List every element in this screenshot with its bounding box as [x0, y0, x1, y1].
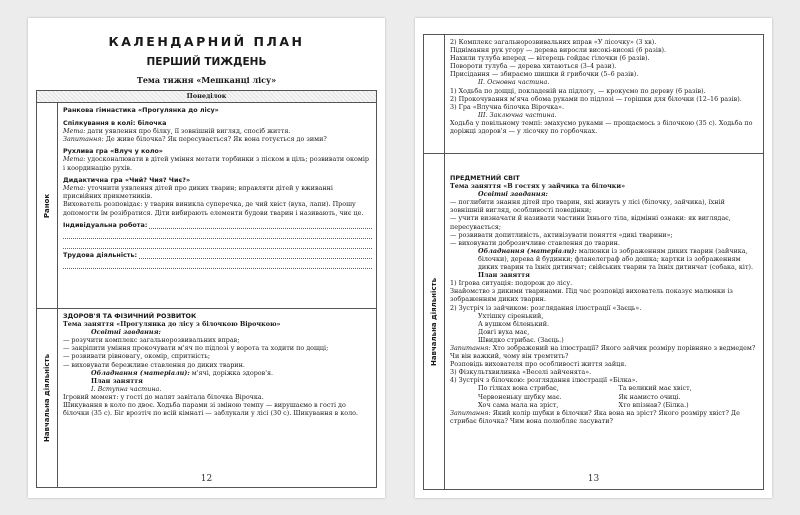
exercise-line: 2) Комплекс загальнорозвивальних вправ «У лісочку» (3 хв).: [450, 38, 657, 46]
step-text: Знайомство з дикими тваринами. Під час розповіді вихователь показує малюнки із зображенням диких тварин.: [450, 287, 733, 304]
world-tasks-label: Освітні завдання:: [478, 190, 548, 199]
world-task: — виховувати доброзичливе ставлення до тварин.: [450, 238, 620, 247]
health-continuation: [424, 35, 763, 154]
world-section: ПРЕДМЕТНИЙ СВІТ: [450, 174, 520, 182]
health-task: — розвивати рівновагу, окомір, спритність;: [63, 352, 210, 361]
step: 4) Зустріч з білочкою: розглядання ілюстрації «Білка».: [450, 376, 638, 385]
step: 1) Ігрова ситуація: подорож до лісу.: [450, 279, 573, 288]
table-header-day: Понеділок: [37, 91, 376, 103]
poem-hare: Ухтішку сіренький, А вушком біленький. Довгі вуха має, Швидко стрибає. (Заєць.): [478, 311, 564, 344]
exercise-line: Повороти тулуба — дерева хитаються (3–4 рази).: [450, 62, 617, 71]
world-topic: Тема заняття «В гостях у зайчика та білочки»: [450, 182, 626, 191]
exercise-line: Піднімання рук угору — дерева виросли високі-високі (6 разів).: [450, 46, 667, 55]
world-block: [424, 154, 763, 489]
step: 3) Фізкультхвилинка «Веселі зайченята».: [450, 368, 592, 377]
final-text: Ходьба у повільному темпі: змахуємо руками — прощаємось з білочкою (35 с). Ходьба по доріжці здоров'я — у лісочку по горбочках.: [450, 118, 753, 136]
left-page: [28, 18, 385, 498]
world-task: — учити визначати й називати частини їхнього тіла, відмінні ознаки: як виглядає, пересувається;: [450, 214, 731, 231]
main-part-label: II. Основна частина.: [478, 78, 550, 87]
game2-text: Вихователь розповідає: у тварин виникла суперечка, де чий хвіст (вуха, лапи). Прошу допомогти їм розібратися. Діти вибирають елементи будови тварин і називають, чиє це.: [63, 200, 364, 217]
health-tasks-label: Освітні завдання:: [91, 328, 161, 337]
exercise-line: Нахили тулуба вперед — вітерець гойдає гілочки (6 разів).: [450, 54, 650, 63]
health-part1: I. Вступна частина.: [91, 384, 162, 393]
world-content: ПРЕДМЕТНИЙ СВІТ Тема заняття «В гостях у зайчика та білочки» Освітні завдання: — поглибити знання дітей про тварин, які живуть у лісі (білочку, зайчика), їхній зовнішній вигляд, особливості поведінки; — учити визначати й називати частини їхнього тіла, відмінні ознаки: як виглядає, пересувається; — розвивати допитливість, активізувати поняття «дикі тварини»; — виховувати доброзичливе ставлення до тварин. Обладнання (матеріали): малюнки із зображенням диких тварин (зайчика, білочки), дерева й будинки; фланелеграф або дошка; картки із зображенням диких тварин та їхніх дитинчат; свійських тварин та їхніх дитинчат (собака, кіт). План заняття 1) Ігрова ситуація: подорож до лісу. Знайомство з дикими тваринами. Під час розповіді вихователь показує малюнки із зображенням диких тварин. 2) Зустріч із зайчиком: розглядання ілюстрації «Заєць». Ухтішку сіренький, А вушком біленький. Довгі вуха має, Швидко стрибає. (Заєць.) Запитання: Хто зображений на ілюстрації? Якого зайчик розміру порівняно з ведмедем? Чи він важкий, чому він тремтить? Розповідь вихователя про особливості життя зайця. 3) Фізкультхвилинка «Веселі зайченята». 4) Зустріч з білочкою: розглядання ілюстрації «Білка». По гілках вона стрибає, Червоненьку шубку має. Хоч сама мала на зріст, Та великий має хвіст, Як намисто очиці. Хто впізнав? (Білка.) Запитання: Який колір шубки в білочки? Яка вона на зріст? Якого розміру хвіст? Де стрибає білочка? Чим вона полюбляє ласувати?: [450, 174, 759, 425]
health-text: Шикування в коло по двоє. Ходьба парами зі зміною темпу — вирушаємо в гості до білочки (35 с). Біг врозтіч по всій кімнаті — заблукали у лісі (30 с). Шикування в коло.: [63, 401, 359, 418]
study-label: Навчальна діяльність: [430, 277, 438, 366]
right-page: [415, 18, 772, 498]
week-theme: Тема тижня «Мешканці лісу»: [136, 75, 277, 85]
week-title: ПЕРШИЙ ТИЖДЕНЬ: [146, 56, 267, 68]
page-number: 12: [200, 474, 213, 484]
main-line: 1) Ходьба по дощці, покладеній на підлогу, — крокуємо по дереву (6 разів).: [450, 86, 706, 95]
plan-table-continued: [423, 34, 764, 490]
plan-table: [36, 90, 377, 488]
story: Розповідь вихователя про особливості життя зайця.: [450, 360, 627, 369]
health-topic: Тема заняття «Прогулянка до лісу з білочкою Вірочкою»: [63, 320, 281, 329]
poem-squirrel: По гілках вона стрибає, Червоненьку шубку має. Хоч сама мала на зріст, Та великий має хвіст, Як намисто очиці. Хто впізнав? (Білка.): [478, 384, 692, 409]
circle-title: Спілкування в колі: білочка: [63, 118, 167, 127]
gym-title: Ранкова гімнастика «Прогулянка до лісу»: [63, 106, 219, 114]
page-number: 13: [587, 474, 600, 484]
study-label: Навчальна діяльність: [43, 353, 51, 443]
health-game-moment: Ігровий момент: у гості до малят завітала білочка Вірочка.: [63, 392, 264, 401]
game2-title: Дидактична гра «Чий? Чия? Чиє?»: [63, 176, 191, 185]
morning-label: Ранок: [43, 193, 51, 218]
health-plan-label: План заняття: [91, 376, 143, 385]
health-task: — закріпити уміння прокочувати м'яч по підлозі у ворота та ходити по дощці;: [63, 344, 329, 353]
health-content: ЗДОРОВ'Я ТА ФІЗИЧНИЙ РОЗВИТОК Тема заняття «Прогулянка до лісу з білочкою Вірочкою» Освітні завдання: — розучити комплекс загальнорозвивальних вправ; — закріпити уміння прокочувати м'яч по підлозі у ворота та ходити по дощці; — розвивати рівновагу, окомір, спритність; — виховувати бережливе ставлення до диких тварин. Обладнання (матеріали): м'ячі, доріжка здоров'я. План заняття I. Вступна частина. Ігровий момент: у гості до малят завітала білочка Вірочка. Шикування в коло по двоє. Ходьба парами зі зміною темпу — вирушаємо в гості до білочки (35 с). Біг врозтіч по всій кімнаті — заблукали у лісі (30 с). Шикування в коло.: [63, 312, 372, 417]
study-block: [37, 309, 376, 487]
health-task: — розучити комплекс загальнорозвивальних вправ;: [63, 336, 240, 345]
health-section: ЗДОРОВ'Я ТА ФІЗИЧНИЙ РОЗВИТОК: [63, 312, 197, 320]
page-heading: КАЛЕНДАРНИЙ ПЛАН: [108, 34, 305, 49]
main-line: 2) Прокочування м'яча обома руками по підлозі — горішки для білочки (12–16 разів).: [450, 94, 742, 103]
individual-work-label: Індивідуальна робота:: [63, 221, 148, 230]
morning-content: Ранкова гімнастика «Прогулянка до лісу» Спілкування в колі: білочка Мета: дати уявлення про білку, її зовнішній вигляд, спосіб життя. Запитання: Де живе білочка? Як пересувається? Як вона готується до зими? Рухлива гра «Влуч у коло» Мета: удосконалювати в дітей уміння метати торбинки з піском в ціль; розвивати окомір і координацію рухів. Дидактична гра «Чий? Чия? Чиє?» Мета: уточнити уявлення дітей про диких тварин; вправляти дітей у вживанні присвійних прикметників. Вихователь розповідає: у тварин виникла суперечка, де чий хвіст (вуха, лапи). Прошу допомогти їм розібратися. Діти вибирають елементи будови тварин і називають, чиє це. Індивідуальна робота: Трудова діяльність:: [63, 106, 372, 271]
step: 2) Зустріч із зайчиком: розглядання ілюстрації «Заєць».: [450, 303, 642, 312]
exercise-line: Присідання — збираємо шишки й грибочки (5–6 разів).: [450, 70, 639, 79]
world-plan-label: План заняття: [478, 271, 530, 280]
morning-block: [37, 103, 376, 309]
final-part-label: III. Заключна частина.: [478, 110, 557, 119]
labor-label: Трудова діяльність:: [63, 251, 138, 260]
world-task: — розвивати допитливість, активізувати поняття «дикі тварини»;: [450, 230, 673, 239]
world-task: — поглибити знання дітей про тварин, які живуть у лісі (білочку, зайчика), їхній зовнішній вигляд, особливості поведінки;: [450, 198, 725, 215]
health-task: — виховувати бережливе ставлення до диких тварин.: [63, 360, 245, 369]
main-line: 3) Гра «Влучна білочка Вірочка».: [450, 102, 565, 111]
game1-title: Рухлива гра «Влуч у коло»: [63, 147, 163, 156]
